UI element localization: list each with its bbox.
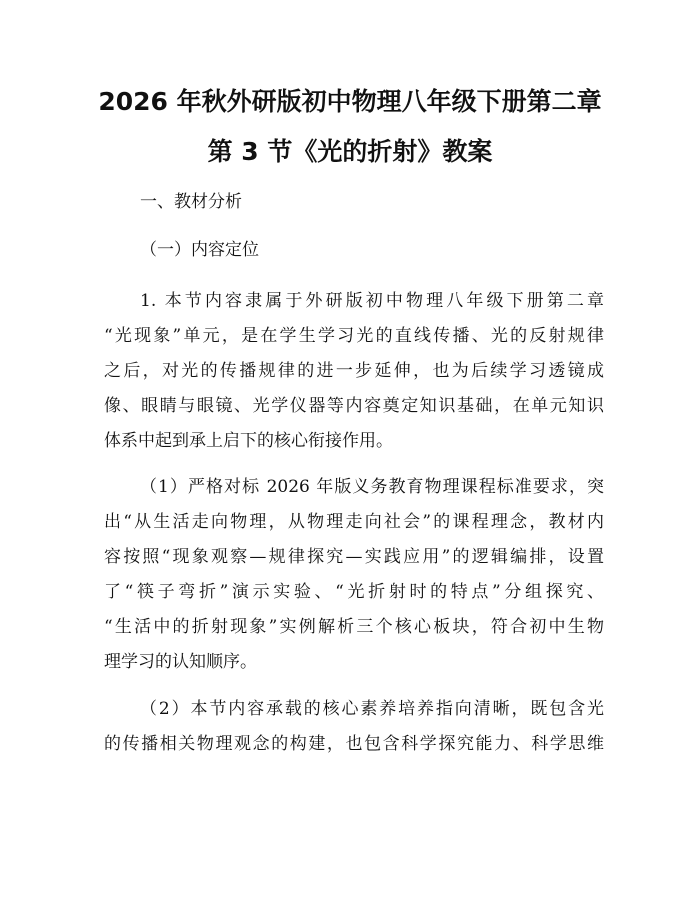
paragraph-line: 理学习的认知顺序。 xyxy=(104,652,257,672)
document-title-line-1: 2026 年秋外研版初中物理八年级下册第二章 xyxy=(98,87,602,116)
subsection-heading: （一）内容定位 xyxy=(140,240,259,260)
section-heading: 一、教材分析 xyxy=(140,192,242,212)
paragraph-line: “生活中的折射现象”实例解析三个核心板块，符合初中生物 xyxy=(104,617,604,637)
paragraph-line: 的传播相关物理观念的构建，也包含科学探究能力、科学思维 xyxy=(104,734,604,754)
paragraph-line: 体系中起到承上启下的核心衔接作用。 xyxy=(104,431,393,451)
document-title-line-2: 第 3 节《光的折射》教案 xyxy=(207,137,493,166)
paragraph-line: （2）本节内容承载的核心素养培养指向清晰，既包含光 xyxy=(140,699,604,719)
paragraph-line: 像、眼睛与眼镜、光学仪器等内容奠定知识基础，在单元知识 xyxy=(104,396,604,416)
paragraph-2 xyxy=(104,470,604,680)
paragraph-line: 了“筷子弯折”演示实验、“光折射时的特点”分组探究、 xyxy=(104,582,604,602)
paragraph-3 xyxy=(104,692,604,762)
paragraph-line: （1）严格对标 2026 年版义务教育物理课程标准要求，突 xyxy=(140,477,604,497)
paragraph-1 xyxy=(104,284,604,459)
paragraph-line: 容按照“现象观察—规律探究—实践应用”的逻辑编排，设置 xyxy=(104,547,604,567)
paragraph-line: 之后，对光的传播规律的进一步延伸，也为后续学习透镜成 xyxy=(104,361,604,381)
paragraph-line: 1. 本节内容隶属于外研版初中物理八年级下册第二章 xyxy=(140,291,604,311)
paragraph-line: “光现象”单元，是在学生学习光的直线传播、光的反射规律 xyxy=(104,326,604,346)
paragraph-line: 出“从生活走向物理，从物理走向社会”的课程理念，教材内 xyxy=(104,512,604,532)
